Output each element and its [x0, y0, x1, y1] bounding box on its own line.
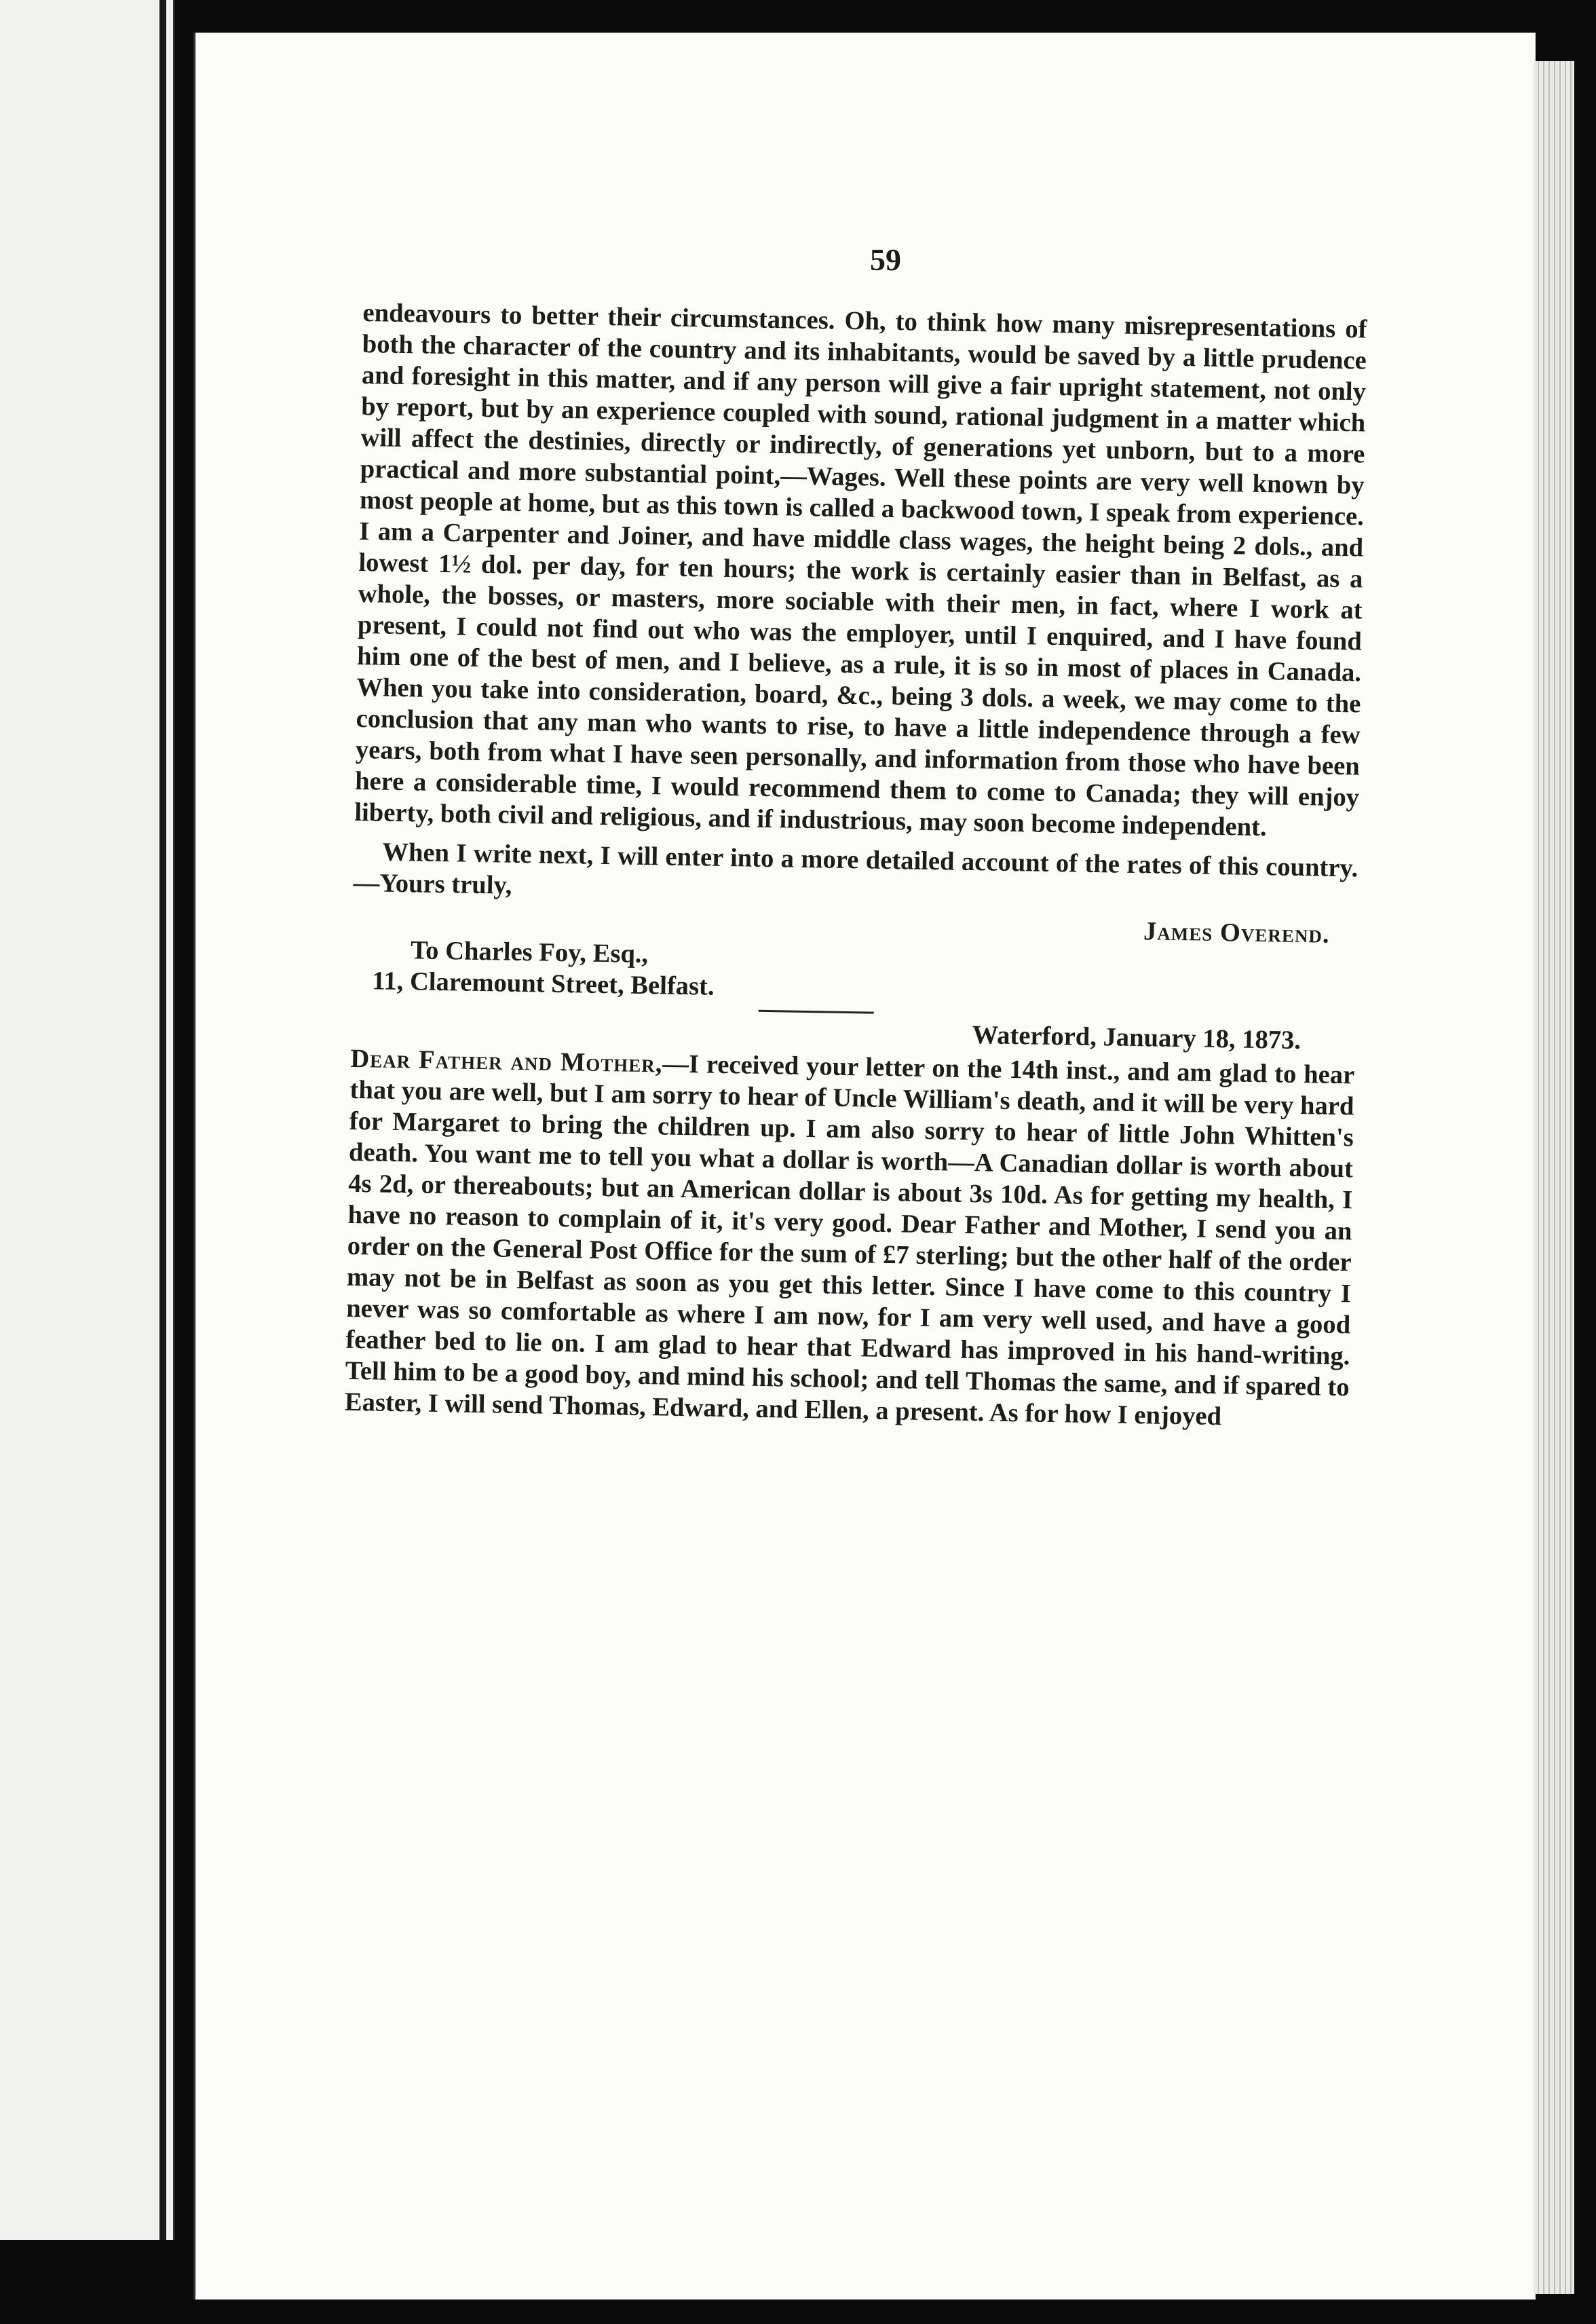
letter1-recipient-address: 11, Claremount Street, Belfast.: [371, 967, 715, 1001]
letter1-closing: When I write next, I will enter into a more detailed account of the rates of this country.—Yours truly,: [353, 838, 1358, 900]
letter2-opening: [345, 1043, 1355, 1434]
page-text: [345, 297, 1367, 1434]
binding-shadow: [159, 0, 166, 2240]
letter2-salutation: Dear Father and Mother,: [350, 1044, 663, 1079]
letter1-signature: James Overend.: [1143, 917, 1330, 949]
letter2-dateline: Waterford, January 18, 1873.: [972, 1021, 1302, 1055]
letter-divider-rule: [759, 1010, 874, 1014]
letter2-body: —I received your letter on the 14th inst., and am glad to hear that you are well, but I am sorry to hear of Uncle William's death, and it will be very hard for Margaret to bring the children up. I am also sorry to hear of little John Whitten's death. You want me to tell you what a dollar is worth—A Canadian dollar is worth about 4s 2d, or thereabouts; but an American dollar is about 3s 10d. As for getting my health, I have no reason to complain of it, it's very good. Dear Father and Mother, I send you an order on the General Post Office for the sum of £7 sterling; but the other half of the order may not be in Belfast as soon as you get this letter. Since I have come to this country I never was so comfortable as where I am now, for I am very well used, and have a good feather bed to lie on. I am glad to hear that Edward has improved in his hand-writing. Tell him to be a good boy, and mind his school; and tell Thomas the same, and if spared to Easter, I will send Thomas, Edward, and Ellen, a present. As for how I enjoyed: [344, 1049, 1355, 1431]
letter1-recipient: To Charles Foy, Esq.,: [410, 936, 649, 969]
page-stack-edges: [1534, 61, 1574, 2294]
facing-page-edge: [0, 0, 175, 2240]
page-number: 59: [870, 242, 901, 277]
letter1-body: endeavours to better their circumstances. Oh, to think how many misrepresentations of both the character of the country and its inhabitants, would be saved by a little prudence and foresight in this matter, and if any person will give a fair upright statement, not only by report, but by an experience coupled with sound, rational judgment in a matter which will affect the destinies, directly or indirectly, of generations yet unborn, but to a more practical and more substantial point,—Wages. Well these points are very well known by most people at home, but as this town is called a backwood town, I speak from experience. I am a Carpenter and Joiner, and have middle class wages, the height being 2 dols., and lowest 1½ dol. per day, for ten hours; the work is certainly easier than in Belfast, as a whole, the bosses, or masters, more sociable with their men, in fact, where I work at present, I could not find out who was the employer, until I enquired, and I have found him one of the best of men, and I believe, as a rule, it is so in most of places in Canada. When you take into consideration, board, &c., being 3 dols. a week, we may come to the conclusion that any man who wants to rise, to have a little independence through a few years, both from what I have seen personally, and information from those who have been here a considerable time, I would recommend them to come to Canada; they will enjoy liberty, both civil and religious, and if industrious, may soon become independent.: [354, 298, 1367, 842]
